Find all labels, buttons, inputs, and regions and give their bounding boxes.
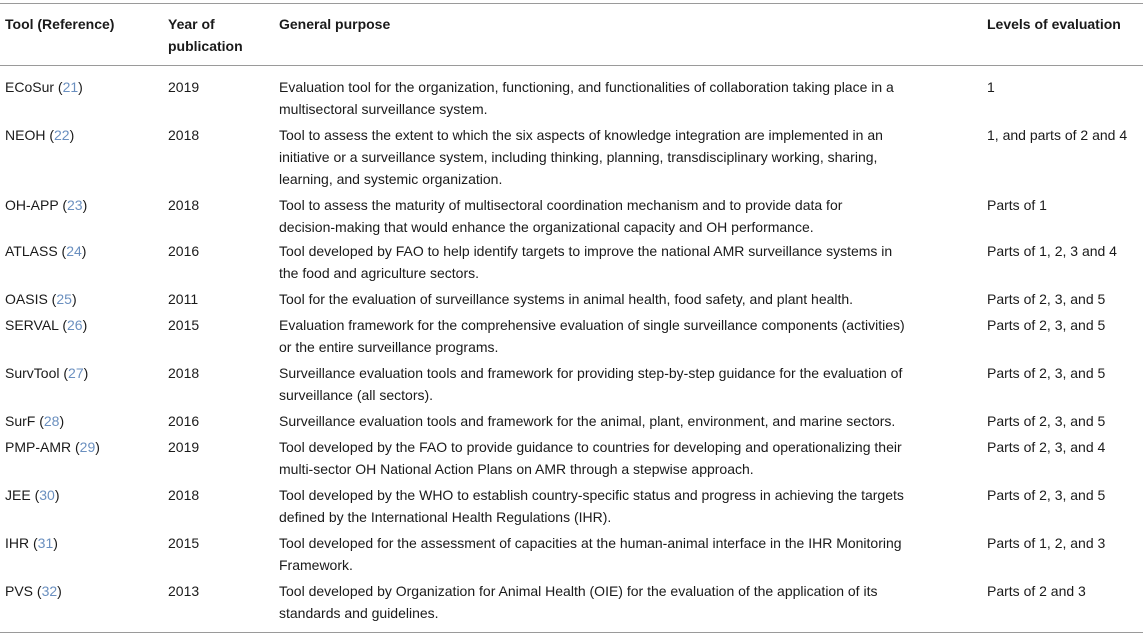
closing-paren: )	[57, 583, 62, 599]
closing-paren: )	[53, 535, 58, 551]
tool-name: SurvTool (	[5, 365, 69, 381]
header-purpose: General purpose	[279, 16, 391, 32]
levels-cell: 1, and parts of 2 and 4	[987, 127, 1128, 143]
closing-paren: )	[82, 197, 88, 213]
purpose-line: learning, and systemic organization.	[279, 171, 503, 187]
purpose-line: multisectoral surveillance system.	[279, 101, 488, 117]
reference-link[interactable]: 25	[56, 291, 72, 307]
closing-paren: )	[81, 243, 87, 259]
year-cell: 2019	[168, 439, 200, 455]
purpose-line: or the entire surveillance programs.	[279, 339, 499, 355]
tool-name: ECoSur (	[5, 79, 63, 95]
table-bottom-rule	[0, 632, 1143, 633]
purpose-line: Surveillance evaluation tools and framework for the animal, plant, environment, and marine sectors.	[279, 413, 896, 429]
levels-cell: Parts of 2, 3, and 5	[987, 291, 1106, 307]
year-cell: 2013	[168, 583, 200, 599]
tool-name: SurF (	[5, 413, 44, 429]
purpose-line: Tool developed for the assessment of capacities at the human-animal interface in the IHR Monitoring	[279, 535, 902, 551]
levels-cell: Parts of 2, 3, and 5	[987, 365, 1106, 381]
purpose-line: multi-sector OH National Action Plans on AMR through a stepwise approach.	[279, 461, 754, 477]
levels-cell: Parts of 2 and 3	[987, 583, 1086, 599]
tool-name: SERVAL (	[5, 317, 67, 333]
header-year-line1: Year of	[168, 16, 215, 32]
purpose-line: Tool developed by the WHO to establish country-specific status and progress in achieving the targets	[279, 487, 904, 503]
tool-name: IHR (	[5, 535, 38, 551]
closing-paren: )	[71, 291, 77, 307]
year-cell: 2018	[168, 365, 200, 381]
closing-paren: )	[54, 487, 60, 503]
levels-cell: 1	[987, 79, 995, 95]
purpose-line: Tool for the evaluation of surveillance systems in animal health, food safety, and plant health.	[279, 291, 854, 307]
year-cell: 2015	[168, 535, 200, 551]
tool-cell	[5, 240, 86, 262]
tool-cell	[5, 314, 87, 336]
tool-name: PMP-AMR (	[5, 439, 80, 455]
tool-cell	[5, 76, 83, 98]
tool-cell	[5, 362, 88, 384]
purpose-line: decision-making that would enhance the organizational capacity and OH performance.	[279, 219, 814, 235]
reference-link[interactable]: 29	[79, 439, 96, 455]
tool-cell	[5, 410, 64, 432]
purpose-line: initiative or a surveillance system, including thinking, planning, transdisciplinary working, sharing,	[279, 149, 878, 165]
year-cell: 2016	[168, 243, 200, 259]
reference-link[interactable]: 21	[62, 79, 79, 95]
tool-name: OASIS (	[5, 291, 57, 307]
tool-cell	[5, 194, 87, 216]
closing-paren: )	[95, 439, 100, 455]
purpose-line: Tool developed by FAO to help identify targets to improve the national AMR surveillance systems in	[279, 243, 893, 259]
purpose-line: the food and agriculture sectors.	[279, 265, 480, 281]
tool-cell	[5, 436, 100, 458]
tool-name: OH-APP (	[5, 197, 67, 213]
reference-link[interactable]: 24	[66, 243, 82, 259]
table-top-rule	[0, 3, 1143, 4]
year-cell: 2018	[168, 127, 200, 143]
reference-link[interactable]: 22	[54, 127, 70, 143]
purpose-line: standards and guidelines.	[279, 605, 439, 621]
header-levels: Levels of evaluation	[987, 16, 1121, 32]
reference-link[interactable]: 32	[41, 583, 58, 599]
header-tool: Tool (Reference)	[5, 16, 115, 32]
closing-paren: )	[83, 365, 89, 381]
levels-cell: Parts of 1, 2, 3 and 4	[987, 243, 1117, 259]
year-cell: 2018	[168, 487, 200, 503]
reference-link[interactable]: 31	[37, 535, 54, 551]
purpose-line: Tool developed by Organization for Animal Health (OIE) for the evaluation of the application of its	[279, 583, 878, 599]
purpose-line: Tool to assess the extent to which the six aspects of knowledge integration are implemented in an	[279, 127, 883, 143]
year-cell: 2018	[168, 197, 200, 213]
tool-cell	[5, 124, 74, 146]
purpose-line: Evaluation tool for the organization, functioning, and functionalities of collaboration taking place in a	[279, 79, 894, 95]
reference-link[interactable]: 30	[39, 487, 55, 503]
reference-link[interactable]: 27	[68, 365, 84, 381]
purpose-line: surveillance (all sectors).	[279, 387, 434, 403]
closing-paren: )	[69, 127, 75, 143]
tool-cell	[5, 484, 59, 506]
levels-cell: Parts of 1, 2, and 3	[987, 535, 1106, 551]
closing-paren: )	[82, 317, 88, 333]
year-cell: 2015	[168, 317, 200, 333]
reference-link[interactable]: 28	[43, 413, 60, 429]
closing-paren: )	[59, 413, 65, 429]
tool-cell	[5, 532, 58, 554]
header-rule	[0, 65, 1143, 66]
tool-name: ATLASS (	[5, 243, 67, 259]
reference-link[interactable]: 26	[67, 317, 83, 333]
header-year-line2: publication	[168, 38, 243, 54]
tool-name: NEOH (	[5, 127, 54, 143]
closing-paren: )	[78, 79, 83, 95]
tool-name: PVS (	[5, 583, 42, 599]
levels-cell: Parts of 1	[987, 197, 1047, 213]
levels-cell: Parts of 2, 3, and 5	[987, 413, 1106, 429]
tool-name: JEE (	[5, 487, 40, 503]
purpose-line: Tool to assess the maturity of multisectoral coordination mechanism and to provide data for	[279, 197, 843, 213]
purpose-line: defined by the International Health Regulations (IHR).	[279, 509, 612, 525]
year-cell: 2019	[168, 79, 200, 95]
levels-cell: Parts of 2, 3, and 5	[987, 487, 1106, 503]
tool-cell	[5, 288, 77, 310]
reference-link[interactable]: 23	[66, 197, 83, 213]
year-cell: 2016	[168, 413, 200, 429]
purpose-line: Tool developed by the FAO to provide guidance to countries for developing and operationalizing their	[279, 439, 902, 455]
purpose-line: Surveillance evaluation tools and framework for providing step-by-step guidance for the evaluation of	[279, 365, 903, 381]
levels-cell: Parts of 2, 3, and 5	[987, 317, 1106, 333]
purpose-line: Evaluation framework for the comprehensive evaluation of single surveillance components (activities)	[279, 317, 905, 333]
purpose-line: Framework.	[279, 557, 353, 573]
levels-cell: Parts of 2, 3, and 4	[987, 439, 1106, 455]
tool-cell	[5, 580, 62, 602]
year-cell: 2011	[168, 291, 199, 307]
